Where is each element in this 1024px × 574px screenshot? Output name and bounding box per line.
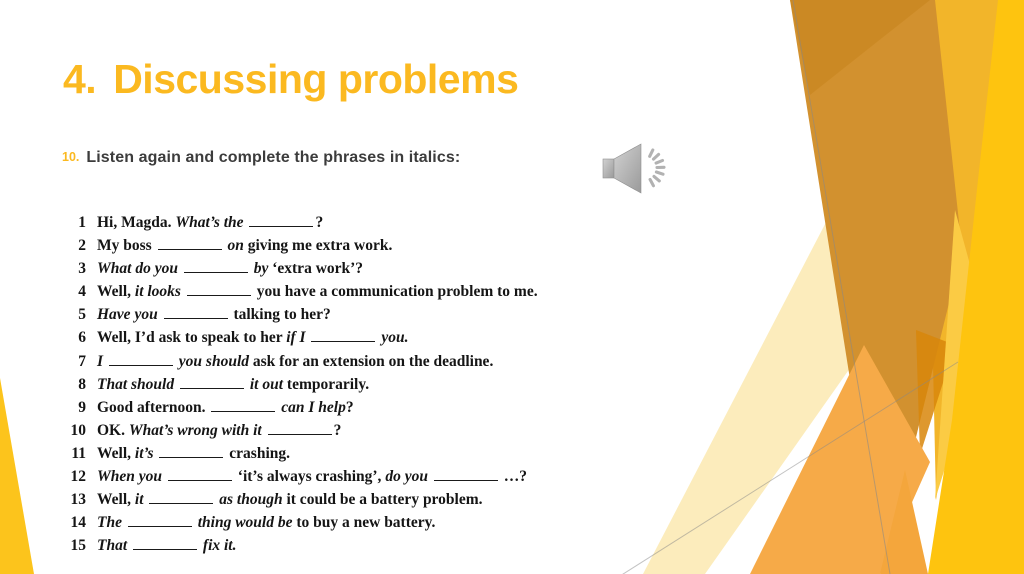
exercise-number: 13 <box>70 491 86 509</box>
speaker-icon[interactable] <box>597 134 675 202</box>
plain-phrase: you have a communication problem to me. <box>252 283 538 301</box>
italic-phrase: it’s <box>134 444 158 462</box>
plain-phrase: My boss <box>97 237 156 255</box>
corner-triangle-shape <box>0 378 34 574</box>
answer-blank <box>109 354 173 366</box>
italic-phrase: fix it. <box>199 537 237 555</box>
plain-phrase: crashing. <box>225 444 291 462</box>
exercise-text <box>97 491 483 508</box>
plain-phrase: ? <box>315 214 324 231</box>
italic-phrase: The <box>97 514 126 532</box>
plain-phrase: OK. <box>97 421 129 439</box>
plain-phrase: …? <box>499 468 527 486</box>
italic-phrase: do you <box>385 468 432 486</box>
exercise-line-3 <box>66 257 538 280</box>
instruction-number: 10. <box>62 150 80 164</box>
exercise-text <box>97 376 369 393</box>
exercise-list <box>66 211 538 557</box>
answer-blank <box>159 446 223 458</box>
title-text: Discussing problems <box>113 56 519 102</box>
dark-sub-wedge-shape <box>916 330 955 455</box>
exercise-line-13 <box>66 488 538 511</box>
plain-phrase: to buy a new battery. <box>296 514 436 532</box>
answer-blank <box>149 492 213 504</box>
exercise-line-1 <box>66 211 538 234</box>
italic-phrase: it looks <box>134 283 185 301</box>
exercise-text <box>97 283 538 300</box>
exercise-number: 2 <box>78 237 86 255</box>
exercise-number: 5 <box>78 306 86 324</box>
exercise-line-10 <box>66 419 538 442</box>
exercise-text <box>97 399 354 416</box>
italic-phrase: as though <box>215 491 287 509</box>
answer-blank <box>164 307 228 319</box>
italic-phrase: it <box>134 491 148 509</box>
plain-phrase: ‘it’s always crashing’, <box>233 468 386 486</box>
answer-blank <box>128 515 192 527</box>
exercise-line-2 <box>66 234 538 257</box>
exercise-line-8 <box>66 373 538 396</box>
answer-blank <box>268 423 332 435</box>
exercise-number: 6 <box>78 329 86 347</box>
exercise-text <box>97 537 237 554</box>
diagonal-hairline-steep <box>793 0 890 574</box>
exercise-text <box>97 445 290 462</box>
plain-phrase: Well, I’d ask to speak to her <box>97 329 287 347</box>
plain-phrase: temporarily. <box>286 375 370 393</box>
exercise-number: 14 <box>70 514 86 532</box>
exercise-number: 10 <box>70 421 86 439</box>
instruction-line <box>62 149 460 167</box>
plain-phrase: ask for an extension on the deadline. <box>252 352 494 370</box>
exercise-text <box>97 329 408 346</box>
plain-phrase: ? <box>345 398 354 416</box>
exercise-line-11 <box>66 442 538 465</box>
exercise-text <box>97 260 363 277</box>
italic-phrase: When you <box>97 468 166 486</box>
exercise-text <box>97 353 493 370</box>
italic-phrase: you should <box>174 352 253 370</box>
orange-transition-shape <box>880 470 928 574</box>
answer-blank <box>249 215 313 227</box>
exercise-text <box>97 237 392 254</box>
speaker-cone <box>614 144 641 193</box>
italic-phrase: by <box>249 260 273 278</box>
italic-phrase: What’s the <box>175 214 248 231</box>
exercise-text <box>97 214 323 231</box>
exercise-line-5 <box>66 303 538 326</box>
answer-blank <box>187 284 251 296</box>
speaker-driver <box>603 159 614 178</box>
exercise-text <box>97 468 527 485</box>
exercise-line-7 <box>66 350 538 373</box>
exercise-number: 15 <box>70 537 86 555</box>
exercise-line-4 <box>66 280 538 303</box>
instruction-text: Listen again and complete the phrases in italics: <box>86 149 461 166</box>
plain-phrase: Well, <box>97 283 135 301</box>
exercise-text <box>97 514 435 531</box>
exercise-line-6 <box>66 326 538 349</box>
dark-orange-wedge-shape <box>790 0 962 478</box>
italic-phrase: Have you <box>97 306 162 324</box>
italic-phrase: if I <box>286 329 310 347</box>
exercise-line-12 <box>66 465 538 488</box>
exercise-number: 4 <box>78 283 86 301</box>
italic-phrase: What do you <box>97 260 182 278</box>
answer-blank <box>168 469 232 481</box>
answer-blank <box>180 377 244 389</box>
darker-orange-cap-shape <box>790 0 930 95</box>
exercise-number: 8 <box>78 375 86 393</box>
answer-blank <box>311 330 375 342</box>
plain-phrase: Well, <box>97 444 135 462</box>
exercise-number: 11 <box>71 444 86 462</box>
italic-phrase: thing would be <box>193 514 297 532</box>
plain-phrase: giving me extra work. <box>247 237 393 255</box>
plain-phrase: it could be a battery problem. <box>286 491 483 509</box>
diagonal-hairline-cross <box>620 362 958 574</box>
exercise-number: 9 <box>78 398 86 416</box>
bright-gold-shape <box>928 0 1024 574</box>
plain-phrase: talking to her? <box>229 306 331 324</box>
answer-blank <box>184 261 248 273</box>
exercise-number: 1 <box>78 214 86 231</box>
italic-phrase: That should <box>97 375 178 393</box>
answer-blank <box>158 238 222 250</box>
italic-phrase: it out <box>245 375 287 393</box>
italic-phrase: on <box>223 237 248 255</box>
slide-title <box>63 56 518 103</box>
plain-phrase: ‘extra work’? <box>272 260 364 278</box>
title-number: 4. <box>63 56 97 102</box>
light-gold-accent-shape <box>935 210 988 500</box>
answer-blank <box>133 538 197 550</box>
mid-orange-wedge-shape <box>750 345 930 574</box>
exercise-number: 3 <box>78 260 86 278</box>
italic-phrase: can I help <box>277 398 346 416</box>
answer-blank <box>434 469 498 481</box>
plain-phrase: ? <box>333 421 342 439</box>
exercise-number: 12 <box>70 468 86 486</box>
exercise-text <box>97 422 341 439</box>
answer-blank <box>211 400 275 412</box>
italic-phrase: I <box>97 352 107 370</box>
exercise-line-14 <box>66 511 538 534</box>
medium-gold-band-shape <box>925 0 1000 500</box>
pale-sliver-shape <box>800 0 895 552</box>
exercise-text <box>97 306 331 323</box>
exercise-number: 7 <box>78 352 86 370</box>
pale-cross-band-shape <box>643 180 898 574</box>
italic-phrase: That <box>97 537 132 555</box>
italic-phrase: you. <box>377 329 409 347</box>
yellow-sliver-shape <box>818 0 912 552</box>
italic-phrase: What’s wrong with it <box>128 421 266 439</box>
exercise-line-9 <box>66 396 538 419</box>
plain-phrase: Good afternoon. <box>97 398 210 416</box>
plain-phrase: Well, <box>97 491 135 509</box>
plain-phrase: Hi, Magda. <box>97 214 176 231</box>
sound-wave-dashes <box>650 150 664 186</box>
exercise-line-15 <box>66 534 538 557</box>
